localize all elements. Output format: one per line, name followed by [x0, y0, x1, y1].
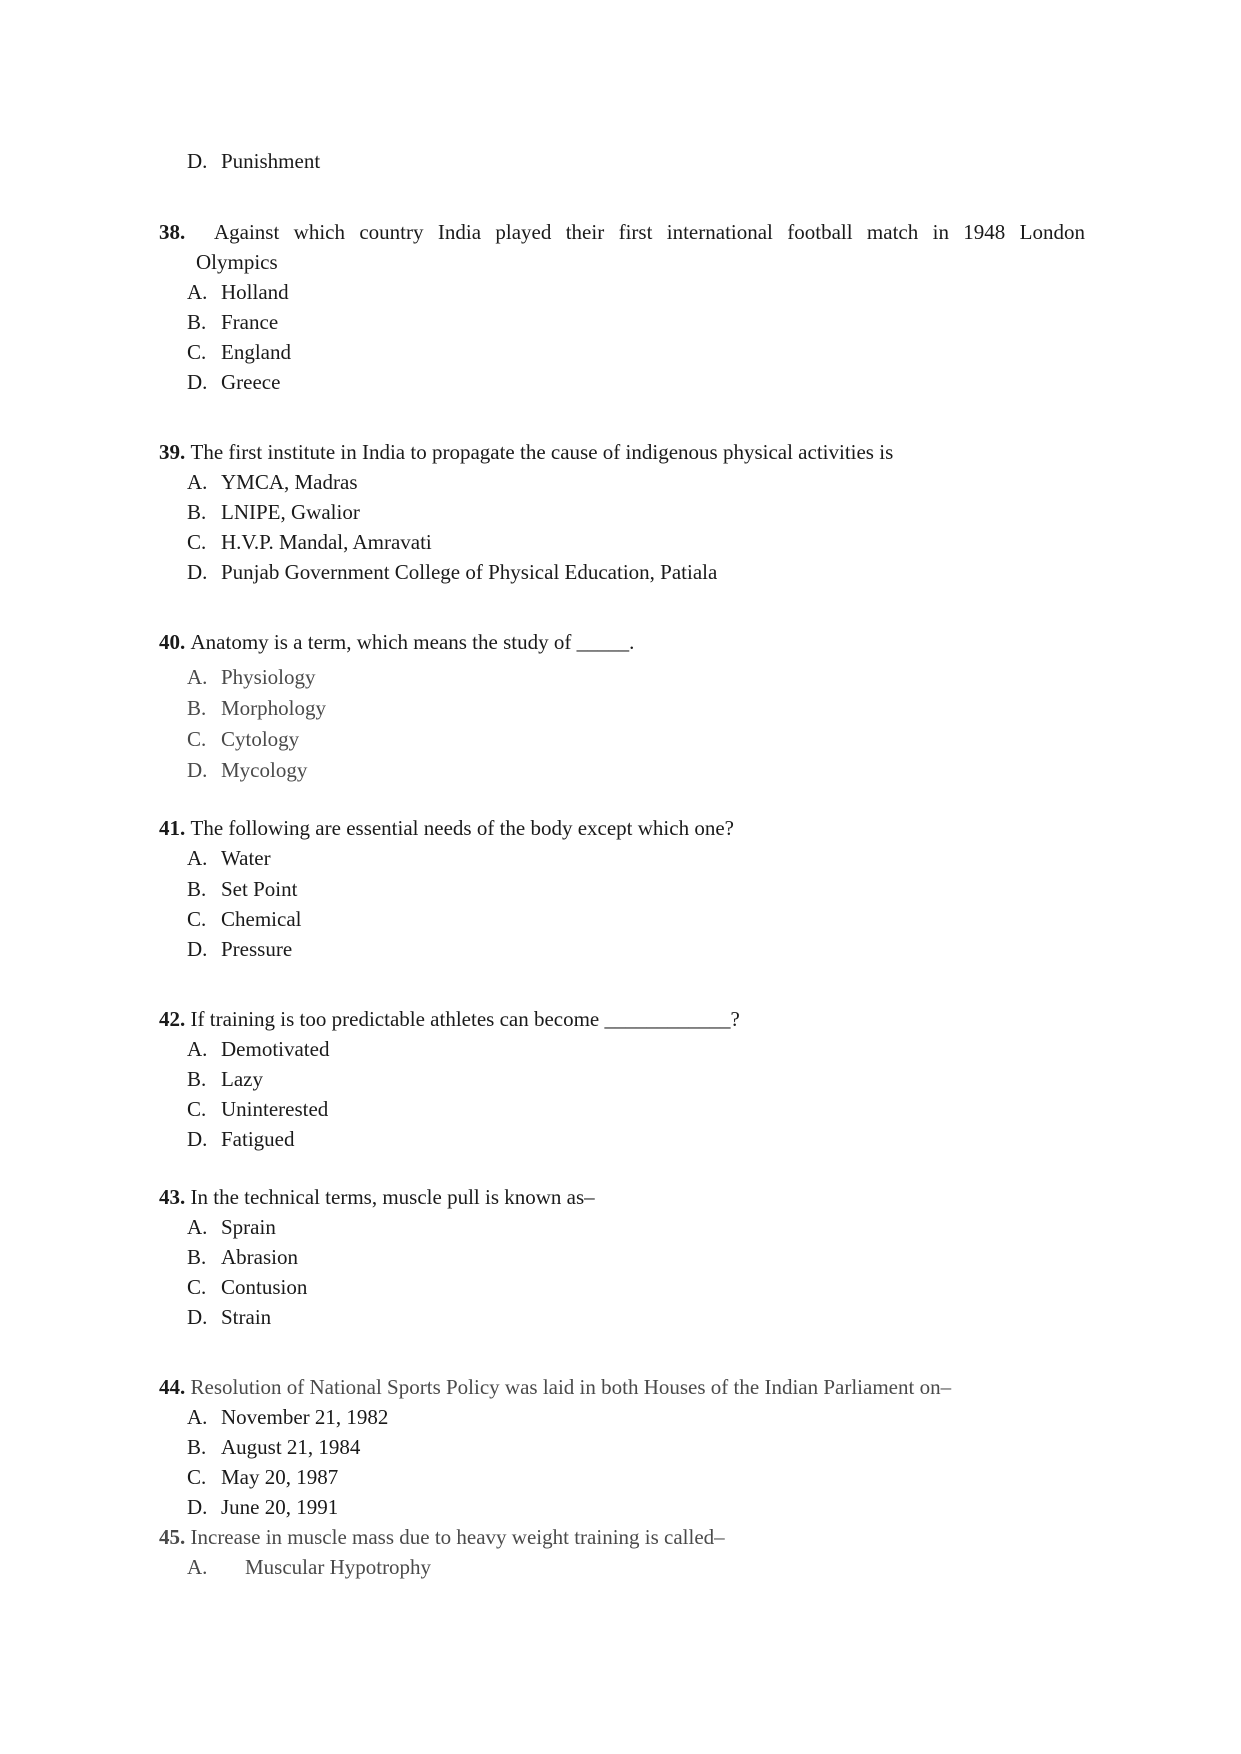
- option-letter: C.: [187, 340, 207, 364]
- question-text: Against which country India played their first international football match in 1948 London: [213, 220, 1086, 244]
- question-number: 43.: [159, 1185, 186, 1209]
- option-letter: D.: [187, 1495, 208, 1519]
- option-d: [187, 757, 307, 783]
- option-text: Physiology: [221, 665, 316, 689]
- option-text: Mycology: [221, 758, 308, 782]
- option-text: Sprain: [221, 1215, 276, 1239]
- question-text: Resolution of National Sports Policy was laid in both Houses of the Indian Parliament on–: [190, 1375, 952, 1399]
- option-text: Chemical: [221, 907, 302, 931]
- option-b: [187, 1066, 263, 1092]
- option-letter: B.: [187, 696, 207, 720]
- option-text: Uninterested: [221, 1097, 329, 1121]
- option-letter: D.: [187, 370, 208, 394]
- option-letter: C.: [187, 1465, 207, 1489]
- option-letter: A.: [187, 1037, 208, 1061]
- option-c: [187, 529, 432, 555]
- question-number: 45.: [159, 1525, 186, 1549]
- option-b: [187, 1244, 298, 1270]
- question-text: The following are essential needs of the body except which one?: [190, 816, 734, 840]
- option-d-carryover: [187, 148, 320, 174]
- option-c: [187, 726, 299, 752]
- option-text: Demotivated: [221, 1037, 330, 1061]
- option-c: [187, 339, 291, 365]
- question-text: In the technical terms, muscle pull is known as–: [190, 1185, 595, 1209]
- option-text: May 20, 1987: [221, 1465, 339, 1489]
- option-d: [187, 936, 292, 962]
- option-d: [187, 1304, 271, 1330]
- option-letter: C.: [187, 530, 207, 554]
- option-d: [187, 1494, 338, 1520]
- option-b: [187, 499, 360, 525]
- option-a: [187, 469, 358, 495]
- option-text: Muscular Hypotrophy: [245, 1555, 432, 1579]
- question-43: [159, 1184, 595, 1210]
- option-text: Punishment: [221, 149, 321, 173]
- option-d: [187, 559, 717, 585]
- option-text: Fatigued: [221, 1127, 295, 1151]
- option-letter: C.: [187, 907, 207, 931]
- option-letter: D.: [187, 937, 208, 961]
- question-40: [159, 629, 634, 655]
- option-letter: A.: [187, 665, 208, 689]
- option-a: [187, 279, 289, 305]
- option-letter: D.: [187, 1305, 208, 1329]
- option-text: Set Point: [221, 877, 298, 901]
- question-38-text-cont: Olympics: [196, 250, 278, 274]
- option-text: Lazy: [221, 1067, 263, 1091]
- option-c: [187, 1274, 307, 1300]
- option-letter: A.: [187, 470, 208, 494]
- question-number: 42.: [159, 1007, 186, 1031]
- option-text: Cytology: [221, 727, 300, 751]
- option-letter: C.: [187, 1097, 207, 1121]
- option-text: Abrasion: [221, 1245, 298, 1269]
- option-d: [187, 1126, 295, 1152]
- option-letter: C.: [187, 727, 207, 751]
- option-letter: A.: [187, 1555, 208, 1579]
- option-text: Punjab Government College of Physical Education, Patiala: [221, 560, 718, 584]
- option-letter: A.: [187, 846, 208, 870]
- question-41: [159, 815, 734, 841]
- option-text: August 21, 1984: [221, 1435, 361, 1459]
- option-letter: B.: [187, 1435, 207, 1459]
- option-c: [187, 1464, 338, 1490]
- option-b: [187, 876, 297, 902]
- option-letter: A.: [187, 1405, 208, 1429]
- question-text: Anatomy is a term, which means the study of _____.: [190, 630, 635, 654]
- question-text: The first institute in India to propagate the cause of indigenous physical activities is: [190, 440, 894, 464]
- option-text: Holland: [221, 280, 289, 304]
- question-text: Increase in muscle mass due to heavy weight training is called–: [190, 1525, 725, 1549]
- question-text: If training is too predictable athletes can become ____________?: [190, 1007, 740, 1031]
- option-letter: D.: [187, 149, 208, 173]
- option-text: June 20, 1991: [221, 1495, 339, 1519]
- option-letter: B.: [187, 310, 207, 334]
- option-text: November 21, 1982: [221, 1405, 389, 1429]
- option-letter: B.: [187, 1067, 207, 1091]
- option-b: [187, 695, 326, 721]
- option-c: [187, 906, 301, 932]
- option-text: Pressure: [221, 937, 293, 961]
- option-a: [187, 1036, 329, 1062]
- option-text: YMCA, Madras: [221, 470, 358, 494]
- option-text: Water: [221, 846, 271, 870]
- option-c: [187, 1096, 328, 1122]
- option-letter: A.: [187, 1215, 208, 1239]
- option-text: H.V.P. Mandal, Amravati: [221, 530, 432, 554]
- option-letter: B.: [187, 500, 207, 524]
- question-38: [159, 219, 1085, 245]
- question-number: 40.: [159, 630, 186, 654]
- option-text: Contusion: [221, 1275, 308, 1299]
- option-text: England: [221, 340, 291, 364]
- option-letter: D.: [187, 1127, 208, 1151]
- option-a: [187, 1214, 276, 1240]
- option-letter: D.: [187, 560, 208, 584]
- option-text: Morphology: [221, 696, 326, 720]
- question-number: 44.: [159, 1375, 186, 1399]
- option-a: [187, 664, 316, 690]
- question-42: [159, 1006, 740, 1032]
- question-44: [159, 1374, 951, 1400]
- option-letter: C.: [187, 1275, 207, 1299]
- option-text: Strain: [221, 1305, 272, 1329]
- question-number: 39.: [159, 440, 186, 464]
- option-letter: B.: [187, 1245, 207, 1269]
- option-text: LNIPE, Gwalior: [221, 500, 360, 524]
- question-number: 41.: [159, 816, 186, 840]
- option-b: [187, 309, 278, 335]
- option-letter: A.: [187, 280, 208, 304]
- option-a: [187, 845, 271, 871]
- option-text: Greece: [221, 370, 281, 394]
- option-text: France: [221, 310, 279, 334]
- question-39: [159, 439, 893, 465]
- option-d: [187, 369, 280, 395]
- question-number: 38.: [159, 220, 186, 244]
- question-45: [159, 1524, 725, 1550]
- option-letter: D.: [187, 758, 208, 782]
- option-letter: B.: [187, 877, 207, 901]
- option-a: [187, 1404, 388, 1430]
- option-a: [187, 1554, 431, 1580]
- option-b: [187, 1434, 360, 1460]
